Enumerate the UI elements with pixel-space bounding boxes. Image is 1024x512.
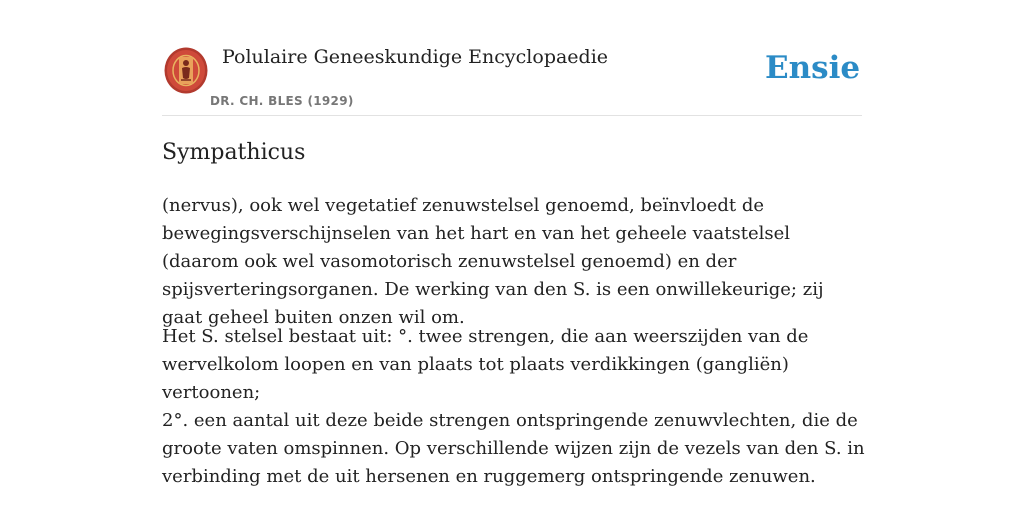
brand-logo-link[interactable]: Ensie — [765, 50, 861, 86]
book-title[interactable]: Polulaire Geneeskundige Encyclopaedie — [222, 46, 609, 68]
book-cover-icon[interactable] — [164, 47, 208, 94]
article-paragraph: Het S. stelsel bestaat uit: °. twee strengen, die aan weerszijden van de wervelkolom loopen en van plaats tot plaats verdikkingen (gangliën) vertoonen; — [162, 326, 809, 403]
article-title: Sympathicus — [162, 140, 306, 165]
book-author-year: DR. CH. BLES (1929) — [210, 94, 354, 108]
article-paragraph: (nervus), ook wel vegetatief zenuwstelsel genoemd, beïnvloedt de bewegingsverschijnselen van het hart en van het geheele vaatstelsel (daarom ook wel vasomotorisch zenuwstelsel genoemd) en der spijsverteringsorganen. De werking van den S. is een onwillekeurige; zij gaat geheel buiten onzen wil om. — [162, 195, 824, 328]
article-paragraph: 2°. een aantal uit deze beide strengen ontspringende zenuwvlechten, die de groote vaten omspinnen. Op verschillende wijzen zijn de vezels van den S. in verbinding met de uit hersenen en ruggemerg ontspringende zenuwen. — [162, 410, 865, 487]
header-divider — [162, 115, 862, 116]
